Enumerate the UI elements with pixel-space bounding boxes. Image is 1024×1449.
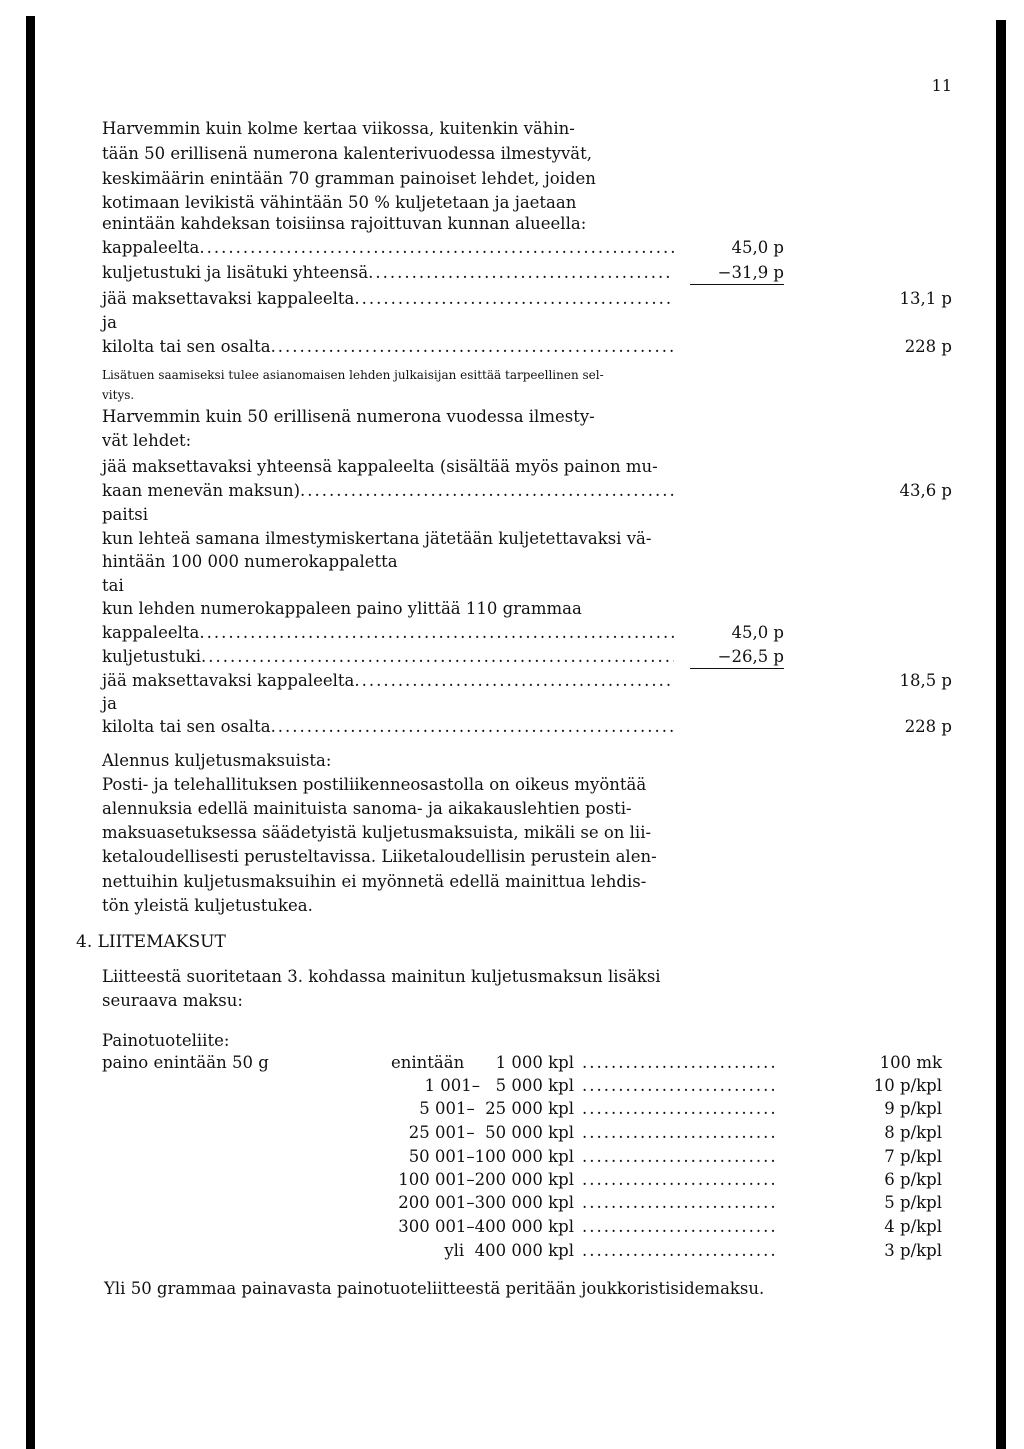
s1-row-kuljetustuki [102,262,674,284]
dot-leader [582,1192,778,1214]
dot-leader [582,1240,778,1262]
row-label: jää maksettavaksi kappaleelta [102,671,355,690]
dot-leader [199,622,674,644]
row-label: kappaleelta [102,238,200,257]
liite-weight-label: paino enintään 50 g [102,1053,269,1072]
rate-value: 3 p/kpl [884,1241,942,1260]
s1-note-line-1: Lisätuen saamiseksi tulee asianomaisen lehden julkaisijan esittää tarpeellinen sel- [102,368,604,382]
s1-row-jaa-maksettavaksi-value: 13,1 p [899,289,952,308]
rate-row [380,1098,778,1120]
rate-value: 100 mk [879,1053,942,1072]
alennus-line-4: ketaloudellisesti perusteltavissa. Liiketaloudellisin perustein alen- [102,847,657,866]
row-label: kilolta tai sen osalta [102,337,271,356]
s1-note-line-2: vitys. [102,388,135,402]
alennus-line-5: nettuihin kuljetusmaksuihin ei myönnetä edellä mainittua lehdis- [102,872,647,891]
rate-value: 6 p/kpl [884,1170,942,1189]
rate-row [380,1075,778,1097]
dot-leader [300,480,674,502]
row-label: kuljetustuki [102,647,202,666]
rate-row [380,1192,778,1214]
rate-value: 7 p/kpl [884,1147,942,1166]
alennus-line-6: tön yleistä kuljetustukea. [102,896,313,915]
liite-footer: Yli 50 grammaa painavasta painotuoteliitteestä peritään joukkoristisidemaksu. [104,1279,765,1298]
s2-row-kappaleelta [102,622,674,644]
rate-row [380,1052,778,1074]
s1-line-1: Harvemmin kuin kolme kertaa viikossa, kuitenkin vähin- [102,119,575,138]
rate-range: enintään 1 000 kpl [390,1053,574,1072]
dot-leader [354,288,674,310]
dot-leader [354,670,674,692]
rate-row [380,1146,778,1168]
s1-line-3: keskimäärin enintään 70 gramman painoiset lehdet, joiden [102,169,596,188]
row-label: kilolta tai sen osalta [102,717,271,736]
dot-leader [582,1098,778,1120]
s2-tai: tai [102,576,124,595]
liite-subheading: Painotuoteliite: [102,1031,230,1050]
s2-line-3: jää maksettavaksi yhteensä kappaleelta (sisältää myös painon mu- [102,457,658,476]
s2-line-1: Harvemmin kuin 50 erillisenä numerona vuodessa ilmesty- [102,407,595,426]
alennus-title: Alennus kuljetusmaksuista: [102,751,332,770]
alennus-line-3: maksuasetuksessa säädetyistä kuljetusmaksuista, mikäli se on lii- [102,823,652,842]
rate-row [380,1122,778,1144]
rate-row [380,1169,778,1191]
s1-line-4: kotimaan levikistä vähintään 50 % kuljetetaan ja jaetaan [102,193,577,212]
liite-line-2: seuraava maksu: [102,991,243,1010]
dot-leader [199,237,674,259]
s1-row-kappaleelta [102,237,674,259]
s2-row-kappaleelta-value: 45,0 p [731,623,784,642]
rate-range: 200 001–300 000 kpl [398,1193,574,1212]
dot-leader [582,1122,778,1144]
dot-leader [201,646,674,668]
row-label: kuljetustuki ja lisätuki yhteensä [102,263,369,282]
scan-edge-left [26,16,35,1449]
rate-value: 4 p/kpl [884,1217,942,1236]
s2-row-kuljetustuki [102,646,674,668]
rate-row [380,1216,778,1238]
rate-value: 8 p/kpl [884,1123,942,1142]
s1-line-2: tään 50 erillisenä numerona kalenterivuodessa ilmestyvät, [102,144,593,163]
s1-row-kappaleelta-value: 45,0 p [731,238,784,257]
scan-edge-right [996,20,1006,1449]
s2-line-2: vät lehdet: [102,431,192,450]
alennus-line-2: alennuksia edellä mainituista sanoma- ja aikakauslehtien posti- [102,799,632,818]
page-number: 11 [931,76,952,95]
dot-leader [582,1216,778,1238]
s2-row-kuljetustuki-value: −26,5 p [690,646,784,669]
s1-row-jaa-maksettavaksi [102,288,674,310]
rate-range: 5 001– 25 000 kpl [419,1099,574,1118]
s2-line-6: kun lehden numerokappaleen paino ylittää 110 grammaa [102,599,582,618]
rate-value: 5 p/kpl [884,1193,942,1212]
rate-value: 10 p/kpl [873,1076,942,1095]
dot-leader [582,1169,778,1191]
s2-line-5: hintään 100 000 numerokappaletta [102,552,398,571]
s2-row-kilolta [102,716,674,738]
s1-row-kuljetustuki-value: −31,9 p [690,262,784,285]
dot-leader [582,1052,778,1074]
row-label: kappaleelta [102,623,200,642]
liite-line-1: Liitteestä suoritetaan 3. kohdassa mainitun kuljetusmaksun lisäksi [102,967,661,986]
s2-line-4: kun lehteä samana ilmestymiskertana jätetään kuljetettavaksi vä- [102,529,652,548]
s2-row-menevan-maksun-value: 43,6 p [899,481,952,500]
s2-row-kilolta-value: 228 p [904,717,952,736]
rate-range: 25 001– 50 000 kpl [408,1123,574,1142]
s2-ja: ja [102,694,117,713]
rate-value: 9 p/kpl [884,1099,942,1118]
s2-row-jaa-maksettavaksi [102,670,674,692]
rate-range: yli 400 000 kpl [444,1241,574,1260]
dot-leader [271,716,674,738]
s1-row-kilolta [102,336,674,358]
s2-paitsi: paitsi [102,505,149,524]
rate-range: 300 001–400 000 kpl [398,1217,574,1236]
section-heading-liitemaksut: 4. LIITEMAKSUT [76,932,226,952]
rate-range: 50 001–100 000 kpl [408,1147,574,1166]
rate-range: 1 001– 5 000 kpl [424,1076,574,1095]
dot-leader [368,262,674,284]
row-label: jää maksettavaksi kappaleelta [102,289,355,308]
row-label: kaan menevän maksun) [102,481,301,500]
dot-leader [271,336,674,358]
s2-row-menevan-maksun [102,480,674,502]
rate-row [380,1240,778,1262]
s1-line-5: enintään kahdeksan toisiinsa rajoittuvan kunnan alueella: [102,214,587,233]
alennus-line-1: Posti- ja telehallituksen postiliikenneosastolla on oikeus myöntää [102,775,647,794]
dot-leader [582,1146,778,1168]
s1-ja: ja [102,313,117,332]
s2-row-jaa-maksettavaksi-value: 18,5 p [899,671,952,690]
rate-range: 100 001–200 000 kpl [398,1170,574,1189]
dot-leader [582,1075,778,1097]
s1-row-kilolta-value: 228 p [904,337,952,356]
